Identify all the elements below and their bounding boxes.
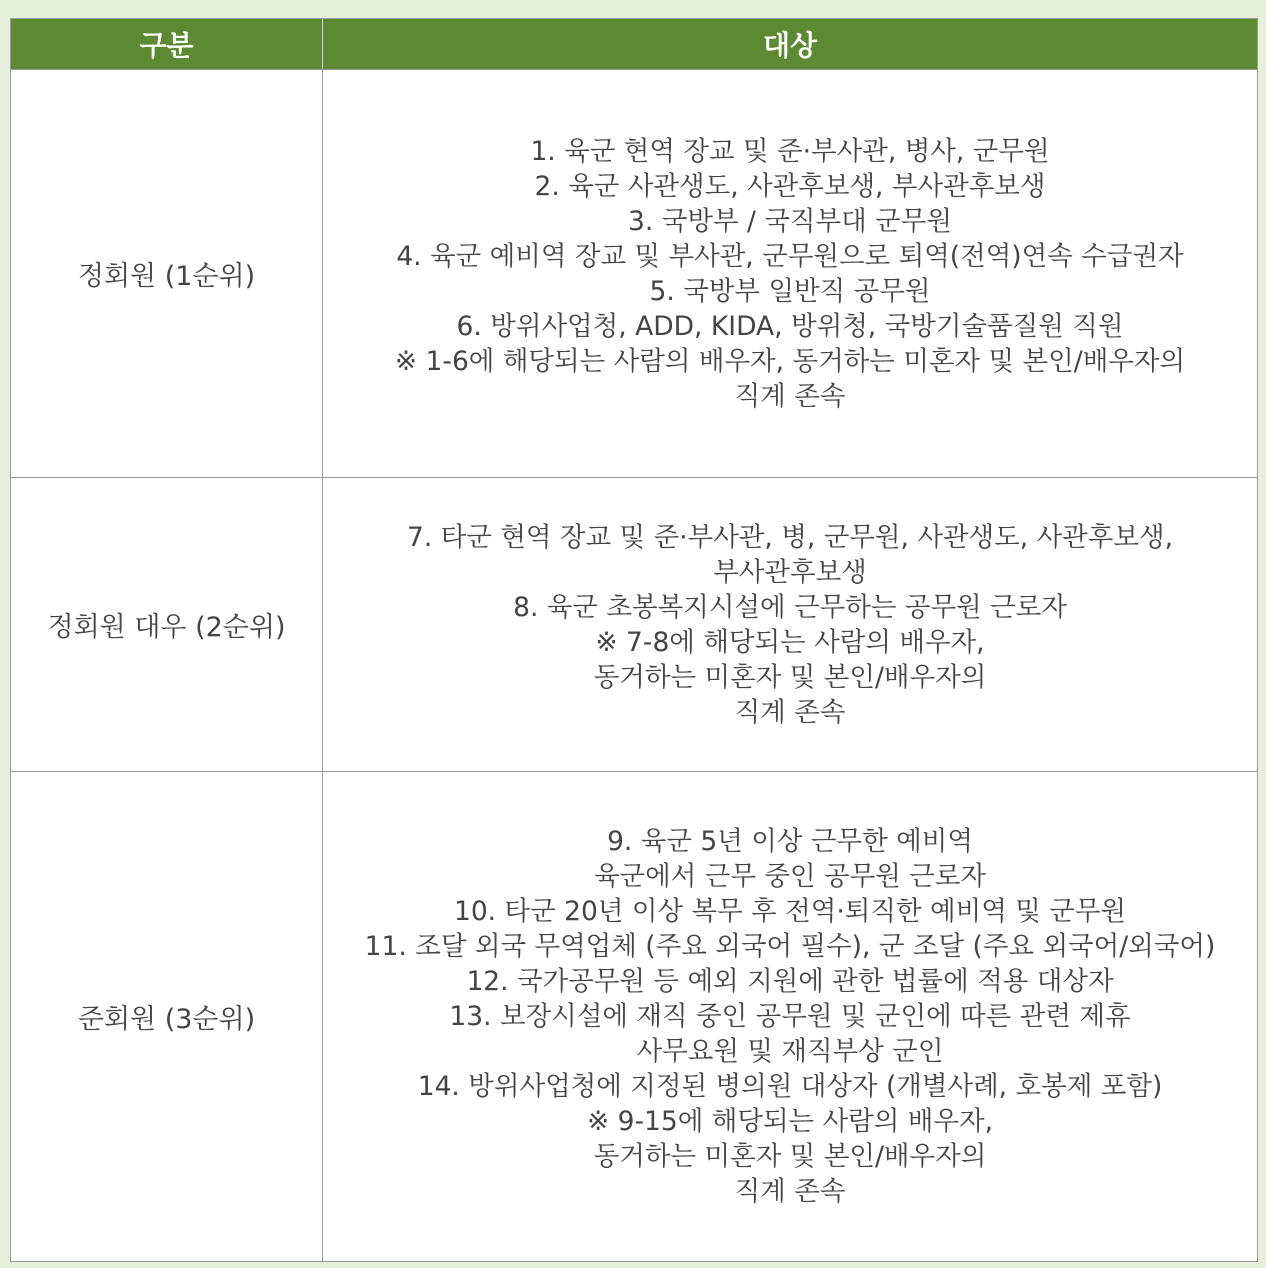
row-3-line: 10. 타군 20년 이상 복무 후 전역·퇴직한 예비역 및 군무원 — [453, 896, 1127, 927]
row-1-line: 6. 방위사업청, ADD, KIDA, 방위청, 국방기술품질원 직원 — [456, 310, 1124, 342]
row-1-target — [323, 69, 1257, 477]
row-2-line: 부사관후보생 — [713, 556, 867, 588]
row-2-line: 8. 육군 초봉복지시설에 근무하는 공무원 근로자 — [513, 591, 1067, 623]
row-2-line: 동거하는 미혼자 및 본인/배우자의 — [593, 661, 987, 693]
row-3-line: ※ 9-15에 해당되는 사람의 배우자, — [586, 1106, 994, 1137]
row-3-line: 직계 존속 — [734, 1176, 846, 1207]
row-2-line: ※ 7-8에 해당되는 사람의 배우자, — [595, 626, 985, 658]
row-1-line: 1. 육군 현역 장교 및 준·부사관, 병사, 군무원 — [530, 135, 1050, 167]
row-3-target — [323, 771, 1257, 1261]
row-1-line: 2. 육군 사관생도, 사관후보생, 부사관후보생 — [534, 170, 1046, 202]
row-3-line: 12. 국가공무원 등 예외 지원에 관한 법률에 적용 대상자 — [466, 966, 1114, 997]
row-3-line: 육군에서 근무 중인 공무원 근로자 — [593, 861, 987, 892]
row-3-category: 준회원 (3순위) — [11, 771, 323, 1261]
row-1-category: 정회원 (1순위) — [11, 69, 323, 477]
row-1-line: 직계 존속 — [734, 380, 846, 412]
row-2-line: 7. 타군 현역 장교 및 준·부사관, 병, 군무원, 사관생도, 사관후보생, — [406, 521, 1173, 553]
row-2-category: 정회원 대우 (2순위) — [11, 477, 323, 771]
row-1-line: ※ 1-6에 해당되는 사람의 배우자, 동거하는 미혼자 및 본인/배우자의 — [394, 345, 1186, 377]
header-target: 대상 — [323, 19, 1257, 69]
row-3-line: 13. 보장시설에 재직 중인 공무원 및 군인에 따른 관련 제휴 — [449, 1001, 1131, 1032]
row-3-line: 11. 조달 외국 무역업체 (주요 외국어 필수), 군 조달 (주요 외국어/외국어) — [364, 931, 1216, 962]
membership-table — [10, 18, 1258, 1262]
row-2-line: 직계 존속 — [734, 696, 846, 728]
row-2-target — [323, 477, 1257, 771]
row-1-line: 3. 국방부 / 국직부대 군무원 — [628, 205, 952, 237]
row-1-line: 5. 국방부 일반직 공무원 — [649, 275, 931, 307]
row-3-line: 9. 육군 5년 이상 근무한 예비역 — [607, 826, 973, 857]
row-3-line: 동거하는 미혼자 및 본인/배우자의 — [593, 1141, 987, 1172]
row-1-line: 4. 육군 예비역 장교 및 부사관, 군무원으로 퇴역(전역)연속 수급권자 — [396, 240, 1184, 272]
header-category: 구분 — [11, 19, 323, 69]
row-3-line: 14. 방위사업청에 지정된 병의원 대상자 (개별사례, 호봉제 포함) — [417, 1071, 1163, 1102]
row-3-line: 사무요원 및 재직부상 군인 — [636, 1036, 944, 1067]
